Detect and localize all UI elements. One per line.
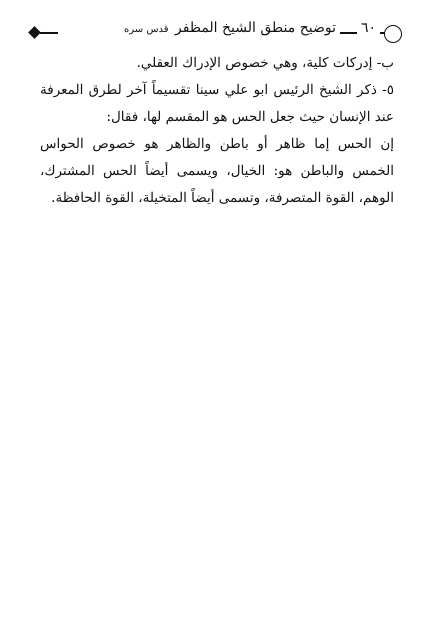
page-header (30, 22, 406, 44)
book-title: توضيح منطق الشيخ المظفر (175, 20, 336, 36)
paragraph-senses: إن الحس إما ظاهر أو باطن والظاهر هو خصوص الحواس الخمس والباطن هو: الخيال، ويسمى أيضاً الحس المشترك، الوهم، القوة المتصرفة، وتسمى أيضاً المتخيلة، القوة الحافظة. (40, 136, 394, 206)
page-body (40, 50, 394, 212)
floral-ornament-icon (384, 25, 402, 43)
diamond-ornament-icon (28, 26, 41, 39)
page-number: ٦٠ (357, 19, 380, 37)
paragraph-item-b: ب- إدركات كلية، وهي خصوص الإدراك العقلي. (136, 55, 394, 71)
running-title (58, 19, 340, 39)
paragraph-item-5: ٥- ذكر الشيخ الرئيس ابو علي سينا تقسيماً آخر لطرق المعرفة عند الإنسان حيث جعل الحس هو المقسم لها، فقال: (40, 82, 394, 125)
honorific-mark: قدس سره (124, 24, 169, 35)
